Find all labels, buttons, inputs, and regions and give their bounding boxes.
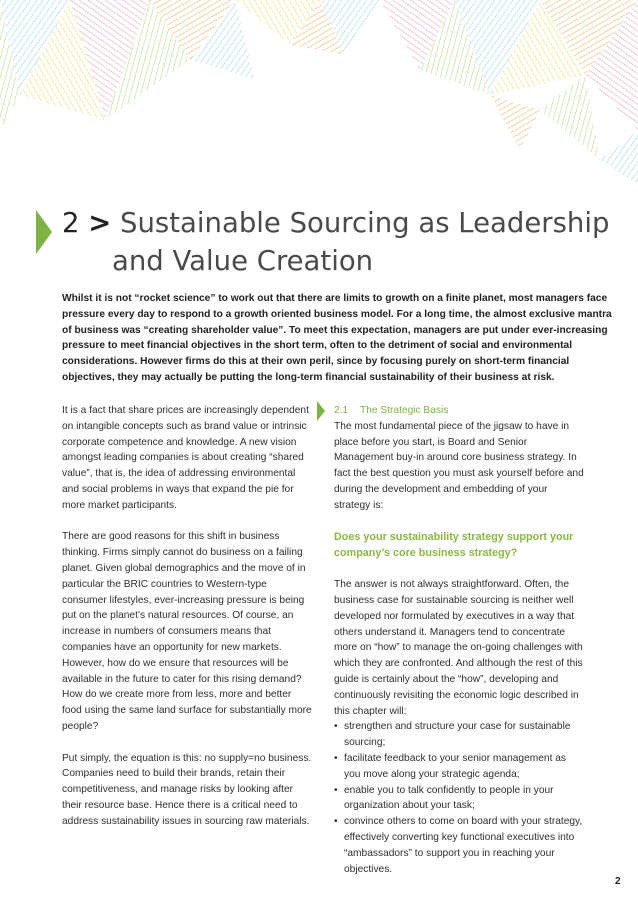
list-item: • facilitate feedback to your senior management as you move along your strategic agenda; (334, 751, 584, 783)
left-paragraph-1: It is a fact that share prices are increasingly dependent on intangible concepts such as brand value or intrinsic corporate competence and knowledge. A new vision amongst leading companies is about creating “shared value”, that is, the idea of addressing environmental and social problems in ways that expand the pie for more market participants. (62, 405, 309, 511)
section-title: The Strategic Basis (360, 405, 449, 416)
right-paragraph-1: The most fundamental piece of the jigsaw to have in place before you start, is Board and Senior Management buy-in around core business strategy. In fact the best question you must ask yourself before and during the development and embedding of your strategy is: (334, 420, 584, 511)
heading-chevron-icon (36, 210, 52, 254)
intro-paragraph: Whilst it is not “rocket science” to work out that there are limits to growth on a finite planet, most managers face pressure every day to respond to a growth oriented business model. For a long time, the almost exclusive mantra of business was “creating shareholder value”. To meet this expectation, managers are put under ever-increasing pressure to meet financial objectives in the short term, often to the detriment of social and environmental considerations. However firms do this at their own peril, since by focusing purely on short-term financial objectives, they may actually be putting the long-term financial sustainability of their business at risk. (62, 293, 612, 383)
right-paragraph-2: The answer is not always straightforward. Often, the business case for sustainable sourcing is neither well developed nor formulated by executives in a way that others understand it. Managers tend to concentrate more on “how” to manage the on-going challenges with which they are confronted. And although the rest of this guide is certainly about the “how”, developing and continuously revisiting the economic logic described in this chapter will: (334, 579, 583, 717)
page-title (62, 204, 622, 280)
left-paragraph-3: Put simply, the equation is this: no supply=no business. Companies need to build their brands, retain their competitiveness, and manage risks by looking after their resource base. Hence there is a critical need to address sustainability issues in sourcing raw materials. (62, 752, 312, 827)
left-paragraph-2: There are good reasons for this shift in business thinking. Firms simply cannot do business on a failing planet. Given global demographics and the move of in particular the BRIC countries to Western-type consumer lifestyles, ever-increasing pressure is being put on the planet’s natural resources. Of course, an increase in numbers of consumers means that companies have an opportunity for new markets. However, how do we ensure that resources will be available in the future to cater for this rising demand? How do we create more from less, more and better food using the same land surface for substantially more people? (62, 531, 312, 732)
decorative-triangle-pattern (0, 0, 638, 190)
left-column (62, 403, 312, 845)
chapter-number: 2 (62, 207, 80, 239)
list-item: • strengthen and structure your case for sustainable sourcing; (334, 719, 584, 751)
list-item: • enable you to talk confidently to people in your organization about your task; (334, 783, 584, 815)
key-question: Does your sustainability strategy support your company’s core business strategy? (334, 531, 574, 560)
benefits-list (334, 719, 584, 877)
section-chevron-icon (317, 401, 325, 421)
page-number: 2 (615, 876, 621, 887)
section-number: 2.1 (334, 405, 349, 416)
title-line-2: and Value Creation (112, 245, 374, 277)
right-column (334, 403, 584, 877)
list-item: • convince others to come on board with your strategy, effectively converting key functional executives into “ambassadors” to support you in reaching your objectives. (334, 814, 584, 877)
section-heading (334, 403, 584, 419)
chapter-separator: > (88, 207, 112, 239)
title-line-1: Sustainable Sourcing as Leadership (120, 207, 610, 239)
